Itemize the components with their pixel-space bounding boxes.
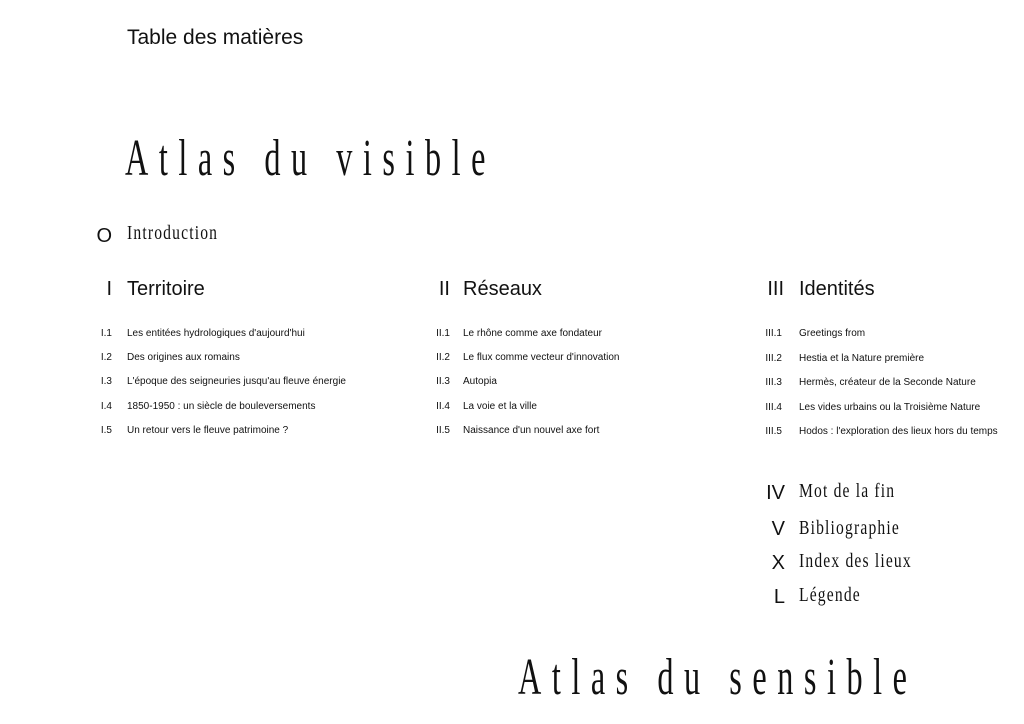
section-3-item-number: III.1 — [765, 328, 782, 339]
extra-number: IV — [766, 482, 785, 504]
extra-link-legende[interactable]: Légende — [799, 584, 861, 606]
section-3-item[interactable]: Hermès, créateur de la Seconde Nature — [799, 377, 976, 388]
section-2-item[interactable]: Le rhône comme axe fondateur — [463, 328, 602, 339]
section-1-item-number: I.5 — [100, 425, 112, 436]
atlas-visible-heading: Atlas du visible — [125, 130, 497, 187]
section-3-number: III — [767, 278, 784, 300]
section-1-item-number: I.4 — [100, 401, 112, 412]
section-2-item-number: II.5 — [436, 425, 450, 436]
section-2-number: II — [438, 278, 450, 300]
section-1-number: I — [106, 278, 112, 300]
toc-title: Table des matières — [127, 26, 304, 49]
section-1-item-number: I.1 — [100, 328, 112, 339]
section-3-title[interactable]: Identités — [799, 278, 875, 300]
intro-number: O — [96, 225, 112, 247]
extra-number: V — [771, 518, 785, 540]
section-2-item[interactable]: Naissance d'un nouvel axe fort — [463, 425, 600, 436]
section-1-title[interactable]: Territoire — [127, 278, 205, 300]
section-3-item[interactable]: Les vides urbains ou la Troisième Nature — [799, 402, 981, 413]
section-2-title[interactable]: Réseaux — [463, 278, 542, 300]
section-3-item[interactable]: Hestia et la Nature première — [799, 353, 925, 364]
section-2-item[interactable]: Autopia — [463, 376, 497, 387]
section-3-item-number: III.5 — [765, 426, 782, 437]
section-1-item[interactable]: 1850-1950 : un siècle de bouleversements — [127, 401, 316, 412]
extra-link-index-des-lieux[interactable]: Index des lieux — [799, 550, 912, 572]
section-1-item[interactable]: Des origines aux romains — [127, 352, 240, 363]
section-3-item-number: III.2 — [765, 353, 782, 364]
intro-link[interactable]: Introduction — [127, 222, 219, 244]
section-2-item[interactable]: La voie et la ville — [463, 401, 537, 412]
section-1-item-number: I.2 — [100, 352, 112, 363]
section-2-item-number: II.3 — [436, 376, 450, 387]
section-2-item-number: II.2 — [436, 352, 450, 363]
section-2-item[interactable]: Le flux comme vecteur d'innovation — [463, 352, 620, 363]
section-1-item-number: I.3 — [100, 376, 112, 387]
section-3-item[interactable]: Greetings from — [799, 328, 866, 339]
section-1-item[interactable]: Un retour vers le fleuve patrimoine ? — [127, 425, 289, 436]
section-2-item-number: II.1 — [436, 328, 450, 339]
extra-number: X — [771, 552, 785, 574]
extra-link-mot-de-la-fin[interactable]: Mot de la fin — [799, 480, 896, 502]
section-1-item[interactable]: Les entitées hydrologiques d'aujourd'hui — [127, 328, 305, 339]
section-3-item[interactable]: Hodos : l'exploration des lieux hors du temps — [799, 426, 998, 437]
section-1-item[interactable]: L'époque des seigneuries jusqu'au fleuve énergie — [127, 376, 346, 387]
extra-link-bibliographie[interactable]: Bibliographie — [799, 517, 900, 539]
section-3-item-number: III.3 — [765, 377, 782, 388]
section-2-item-number: II.4 — [436, 401, 450, 412]
section-3-item-number: III.4 — [765, 402, 782, 413]
extra-number: L — [773, 586, 785, 608]
atlas-sensible-heading: Atlas du sensible — [518, 649, 918, 706]
